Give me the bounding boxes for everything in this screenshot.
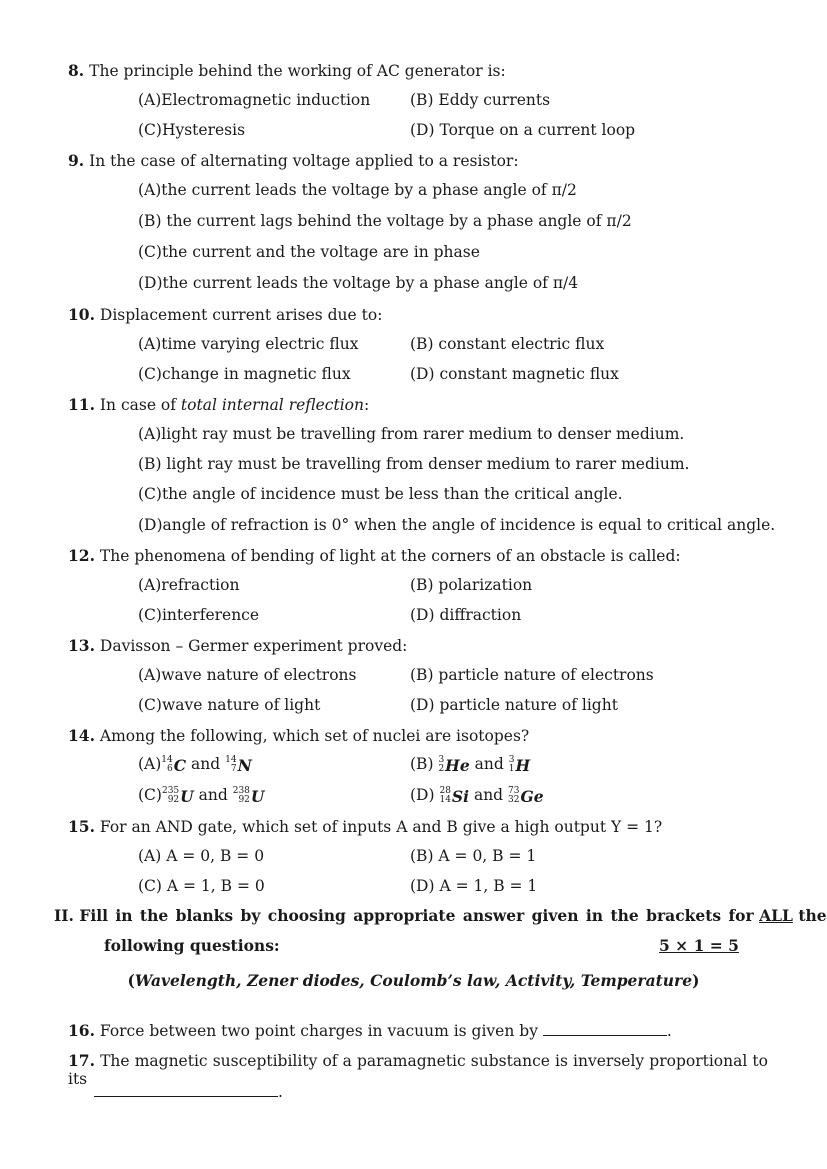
question-17-blank-line: [94, 1082, 283, 1101]
question-16: [68, 1021, 672, 1040]
option-b[interactable]: (B) the current lags behind the voltage by a phase angle of π/2: [138, 212, 632, 230]
element-symbol: N: [237, 755, 252, 775]
section-number: II.: [54, 906, 74, 925]
answer-blank[interactable]: [94, 1082, 278, 1097]
question-text: Among the following, which set of nuclei are isotopes?: [99, 727, 530, 745]
option-label: (D): [410, 786, 435, 804]
option-b[interactable]: [410, 755, 530, 775]
option-d[interactable]: [410, 786, 544, 806]
option-d[interactable]: (D)the current leads the voltage by a phase angle of π/4: [138, 274, 579, 292]
question-number: 8.: [68, 61, 85, 80]
and-text: and: [198, 786, 228, 804]
element-symbol: Si: [451, 786, 470, 806]
option-a[interactable]: (A)Electromagnetic induction: [138, 91, 371, 109]
option-a[interactable]: (A)wave nature of electrons: [138, 666, 357, 684]
question-9: [68, 151, 519, 170]
nuclide: [508, 787, 544, 806]
nuclide: [438, 756, 469, 775]
question-number: 15.: [68, 817, 95, 836]
option-label: (C): [138, 786, 162, 804]
mass-number: 14: [225, 755, 237, 765]
element-symbol: C: [173, 755, 187, 775]
option-d[interactable]: (D) diffraction: [410, 606, 522, 624]
question-text: The principle behind the working of AC generator is:: [89, 62, 506, 80]
question-number: 13.: [68, 636, 95, 655]
option-d[interactable]: (D) Torque on a current loop: [410, 121, 636, 139]
question-13: [68, 636, 407, 655]
option-label: (B): [410, 755, 434, 773]
nuclide: [225, 756, 252, 775]
atomic-number: 1: [508, 764, 515, 774]
question-text: The phenomena of bending of light at the corners of an obstacle is called:: [99, 547, 681, 565]
option-a[interactable]: (A) A = 0, B = 0: [138, 847, 265, 865]
section-heading: [54, 906, 827, 925]
question-text: For an AND gate, which set of inputs A and B give a high output Y = 1?: [99, 818, 663, 836]
question-8: [68, 61, 506, 80]
option-a[interactable]: (A)refraction: [138, 576, 240, 594]
option-c[interactable]: [138, 786, 264, 806]
option-label: (A): [138, 755, 162, 773]
option-b[interactable]: (B) constant electric flux: [410, 335, 605, 353]
section-marks: 5 × 1 = 5: [659, 936, 739, 955]
option-a[interactable]: (A)light ray must be travelling from rarer medium to denser medium.: [138, 425, 685, 443]
atomic-number: 32: [508, 795, 520, 805]
question-number: 17.: [68, 1051, 95, 1070]
answer-choices: [0, 971, 827, 990]
option-c[interactable]: (C)change in magnetic flux: [138, 365, 351, 383]
question-12: [68, 546, 681, 565]
question-number: 11.: [68, 395, 95, 414]
section-instruction-end: the: [798, 906, 827, 925]
section-instruction: Fill in the blanks by choosing appropriate answer given in the brackets for: [79, 906, 754, 925]
option-a[interactable]: (A)time varying electric flux: [138, 335, 359, 353]
mass-number: 3: [508, 755, 515, 765]
question-text: In the case of alternating voltage applied to a resistor:: [89, 152, 519, 170]
option-b[interactable]: (B) polarization: [410, 576, 533, 594]
choices-close-paren: ): [692, 971, 700, 990]
question-text: In case of: [99, 396, 181, 414]
mass-number: 73: [508, 786, 520, 796]
answer-blank[interactable]: [543, 1021, 667, 1036]
element-symbol: U: [180, 786, 194, 806]
option-d[interactable]: (D)angle of refraction is 0° when the angle of incidence is equal to critical angle.: [138, 516, 776, 534]
option-c[interactable]: (C)the current and the voltage are in phase: [138, 243, 480, 261]
option-c[interactable]: (C)Hysteresis: [138, 121, 246, 139]
element-symbol: U: [250, 786, 265, 806]
question-number: 12.: [68, 546, 95, 565]
option-b[interactable]: (B) Eddy currents: [410, 91, 551, 109]
question-end: .: [666, 1022, 672, 1040]
nuclide: [161, 756, 186, 775]
option-d[interactable]: (D) constant magnetic flux: [410, 365, 619, 383]
mass-number: 28: [439, 786, 451, 796]
question-emphasis: total internal reflection: [180, 396, 364, 414]
choices-open-paren: (: [127, 971, 135, 990]
question-10: [68, 305, 382, 324]
and-text: and: [474, 755, 504, 773]
option-a[interactable]: [138, 755, 252, 775]
element-symbol: H: [515, 755, 531, 775]
option-b[interactable]: (B) particle nature of electrons: [410, 666, 654, 684]
mass-number: 238: [232, 786, 250, 796]
question-15: [68, 817, 662, 836]
question-number: 14.: [68, 726, 95, 745]
nuclide: [162, 787, 194, 806]
atomic-number: 92: [238, 795, 250, 805]
nuclide: [509, 756, 530, 775]
question-number: 16.: [68, 1021, 95, 1040]
option-d[interactable]: (D) particle nature of light: [410, 696, 618, 714]
question-end: .: [278, 1083, 283, 1101]
element-symbol: Ge: [520, 786, 544, 806]
section-all: ALL: [759, 906, 793, 925]
and-text: and: [473, 786, 504, 804]
atomic-number: 92: [167, 795, 180, 805]
atomic-number: 2: [438, 764, 445, 774]
mass-number: 235: [161, 786, 180, 796]
option-c[interactable]: (C)wave nature of light: [138, 696, 321, 714]
option-c[interactable]: (C) A = 1, B = 0: [138, 877, 265, 895]
question-14: [68, 726, 529, 745]
mass-number: 3: [438, 755, 445, 765]
nuclide: [439, 787, 469, 806]
option-b[interactable]: (B) A = 0, B = 1: [410, 847, 537, 865]
question-number: 10.: [68, 305, 95, 324]
choices-list: Wavelength, Zener diodes, Coulomb’s law, Activity, Temperature: [134, 971, 693, 990]
option-d[interactable]: (D) A = 1, B = 1: [410, 877, 538, 895]
option-c[interactable]: (C)the angle of incidence must be less than the critical angle.: [138, 485, 623, 503]
and-text: and: [191, 755, 221, 773]
question-text: Force between two point charges in vacuum is given by: [99, 1022, 538, 1040]
option-c[interactable]: (C)interference: [138, 606, 260, 624]
element-symbol: He: [445, 755, 470, 775]
question-text: Displacement current arises due to:: [99, 306, 383, 324]
atomic-number: 14: [439, 795, 451, 805]
section-subheading: following questions:: [104, 936, 280, 955]
question-11: [68, 395, 369, 414]
question-text: Davisson – Germer experiment proved:: [99, 637, 408, 655]
mass-number: 14: [161, 755, 173, 765]
atomic-number: 6: [167, 764, 173, 774]
question-text: The magnetic susceptibility of a paramagnetic substance is inversely proportional to its: [68, 1052, 768, 1088]
nuclide: [233, 787, 265, 806]
question-text-end: :: [363, 396, 370, 414]
question-number: 9.: [68, 151, 85, 170]
option-a[interactable]: (A)the current leads the voltage by a phase angle of π/2: [138, 181, 577, 199]
atomic-number: 7: [230, 764, 237, 774]
option-b[interactable]: (B) light ray must be travelling from denser medium to rarer medium.: [138, 455, 690, 473]
